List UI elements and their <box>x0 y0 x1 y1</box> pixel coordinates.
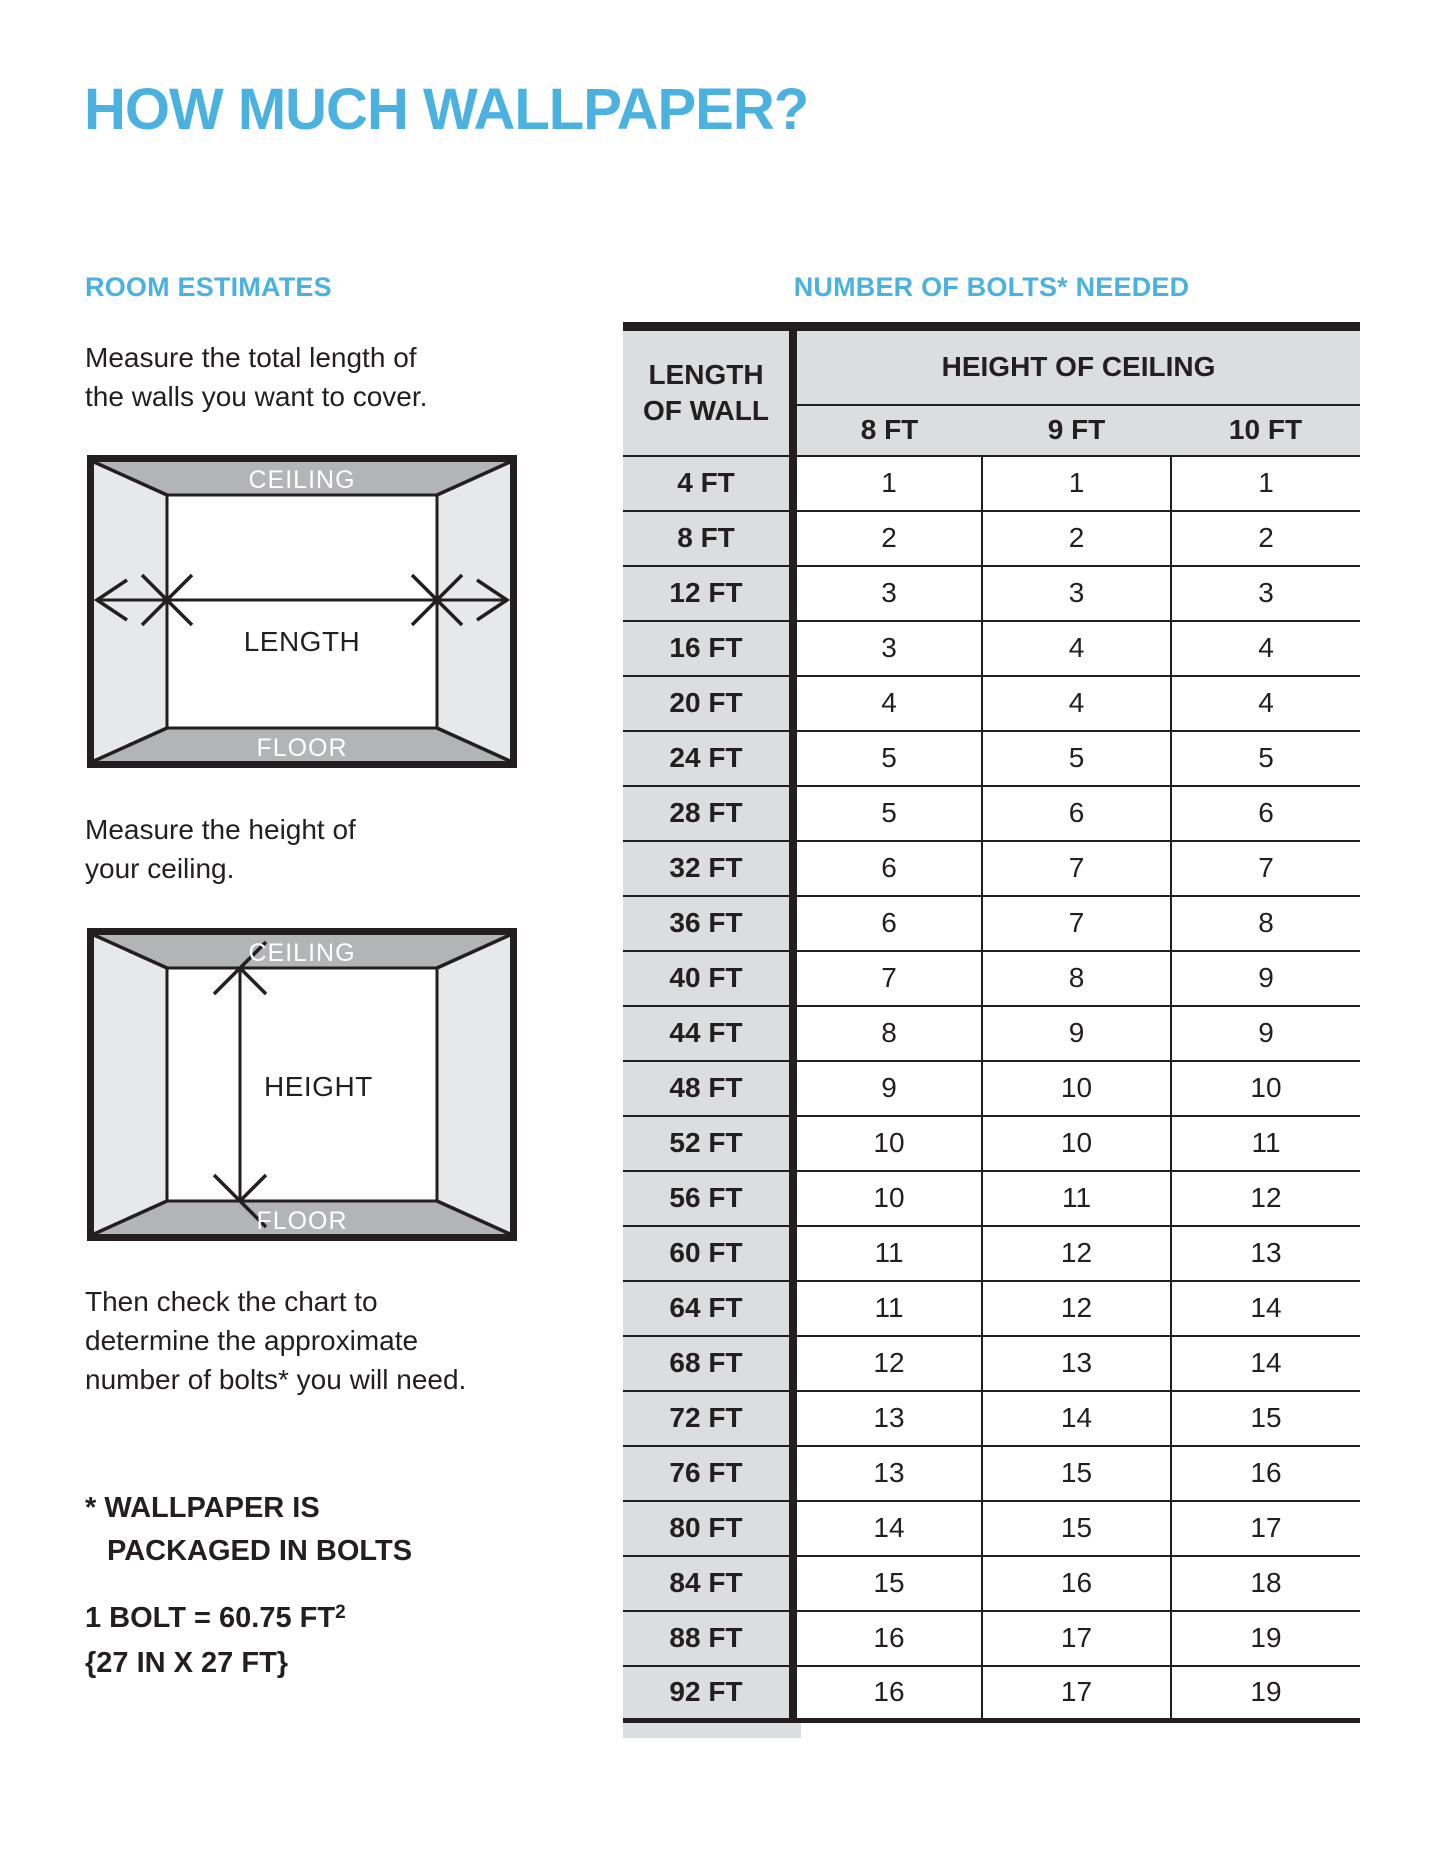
measure-length-text <box>85 338 427 416</box>
wall-length-cell: 36 FT <box>623 896 793 951</box>
bolt-count-cell: 19 <box>1171 1611 1360 1666</box>
bolt-count-cell: 13 <box>793 1446 982 1501</box>
wall-length-cell: 56 FT <box>623 1171 793 1226</box>
table-row <box>623 786 1360 841</box>
floor-label: FLOOR <box>256 1207 348 1235</box>
table-row <box>623 676 1360 731</box>
wall-length-cell: 40 FT <box>623 951 793 1006</box>
room-estimates-heading: ROOM ESTIMATES <box>85 272 332 302</box>
bolt-count-cell: 15 <box>982 1446 1171 1501</box>
bolt-count-cell: 2 <box>1171 511 1360 566</box>
bolt-count-cell: 12 <box>1171 1171 1360 1226</box>
table-row <box>623 841 1360 896</box>
bolt-count-cell: 17 <box>1171 1501 1360 1556</box>
table-row <box>623 951 1360 1006</box>
page-title: HOW MUCH WALLPAPER? <box>84 77 809 142</box>
bolt-count-cell: 6 <box>793 896 982 951</box>
text-line: Then check the chart to <box>85 1286 378 1317</box>
bolt-count-cell: 10 <box>793 1116 982 1171</box>
table-row <box>623 1116 1360 1171</box>
text-line: {27 IN X 27 FT} <box>85 1647 289 1679</box>
height-of-ceiling-header: HEIGHT OF CEILING <box>793 327 1360 405</box>
wall-length-cell: 12 FT <box>623 566 793 621</box>
bolt-count-cell: 5 <box>982 731 1171 786</box>
check-chart-text <box>85 1282 466 1399</box>
wall-length-cell: 24 FT <box>623 731 793 786</box>
wall-length-cell: 8 FT <box>623 511 793 566</box>
left-wall-surface <box>94 935 167 1234</box>
bolt-count-cell: 11 <box>1171 1116 1360 1171</box>
wall-length-cell: 80 FT <box>623 1501 793 1556</box>
bolt-count-cell: 10 <box>793 1171 982 1226</box>
bolt-count-cell: 17 <box>982 1611 1171 1666</box>
bolts-table-body <box>623 456 1360 1721</box>
bolt-count-cell: 12 <box>982 1226 1171 1281</box>
bolt-count-cell: 11 <box>982 1171 1171 1226</box>
bolt-count-cell: 2 <box>793 511 982 566</box>
wall-length-cell: 4 FT <box>623 456 793 511</box>
bolts-needed-heading: NUMBER OF BOLTS* NEEDED <box>793 272 1190 302</box>
bolt-count-cell: 3 <box>1171 566 1360 621</box>
bolt-count-cell: 10 <box>982 1116 1171 1171</box>
bolt-count-cell: 9 <box>793 1061 982 1116</box>
bolt-count-cell: 4 <box>793 676 982 731</box>
text-line: * WALLPAPER IS <box>85 1492 320 1524</box>
bolts-table-container <box>623 322 1360 1738</box>
text-line: PACKAGED IN BOLTS <box>107 1535 413 1567</box>
table-row <box>623 1171 1360 1226</box>
text-line: Measure the total length of <box>85 342 417 373</box>
bolt-count-cell: 3 <box>793 621 982 676</box>
bolt-count-cell: 6 <box>793 841 982 896</box>
wall-length-cell: 60 FT <box>623 1226 793 1281</box>
bolt-count-cell: 7 <box>982 841 1171 896</box>
bolts-table-header <box>623 327 1360 456</box>
bolt-count-cell: 13 <box>1171 1226 1360 1281</box>
table-row <box>623 1391 1360 1446</box>
squared-superscript: 2 <box>335 1602 346 1623</box>
bolt-count-cell: 3 <box>982 566 1171 621</box>
bolt-count-cell: 14 <box>1171 1336 1360 1391</box>
wall-length-cell: 48 FT <box>623 1061 793 1116</box>
bolt-count-cell: 4 <box>1171 676 1360 731</box>
table-row <box>623 1666 1360 1721</box>
table-row <box>623 1281 1360 1336</box>
wall-length-cell: 72 FT <box>623 1391 793 1446</box>
table-row <box>623 456 1360 511</box>
measure-height-text <box>85 810 356 888</box>
text-line: the walls you want to cover. <box>85 381 428 412</box>
text-line: your ceiling. <box>85 853 235 884</box>
bolt-count-cell: 16 <box>982 1556 1171 1611</box>
wall-length-cell: 68 FT <box>623 1336 793 1391</box>
table-row <box>623 511 1360 566</box>
wall-length-cell: 32 FT <box>623 841 793 896</box>
height-dimension-label: HEIGHT <box>264 1071 373 1102</box>
ceiling-label: CEILING <box>248 939 356 967</box>
bolt-count-cell: 3 <box>793 566 982 621</box>
col-header-10ft: 10 FT <box>1171 405 1360 456</box>
bolt-count-cell: 11 <box>793 1226 982 1281</box>
bolt-count-cell: 16 <box>793 1611 982 1666</box>
table-row <box>623 1336 1360 1391</box>
bolt-count-cell: 12 <box>793 1336 982 1391</box>
wall-length-cell: 64 FT <box>623 1281 793 1336</box>
bolt-count-cell: 17 <box>982 1666 1171 1721</box>
bolt-count-cell: 16 <box>793 1666 982 1721</box>
room-perspective-length-illustration <box>87 455 517 768</box>
back-wall <box>167 495 437 728</box>
bolts-table <box>623 322 1360 1723</box>
floor-label: FLOOR <box>256 734 348 762</box>
bolt-count-cell: 2 <box>982 511 1171 566</box>
table-row <box>623 621 1360 676</box>
text-line: determine the approximate <box>85 1325 419 1356</box>
bolt-count-cell: 1 <box>793 456 982 511</box>
bolt-count-cell: 18 <box>1171 1556 1360 1611</box>
bolt-count-cell: 7 <box>982 896 1171 951</box>
right-wall-surface <box>437 935 510 1234</box>
wall-length-cell: 44 FT <box>623 1006 793 1061</box>
bolt-count-cell: 7 <box>793 951 982 1006</box>
table-row <box>623 1501 1360 1556</box>
text-line: number of bolts* you will need. <box>85 1364 467 1395</box>
text-line <box>85 1590 346 1641</box>
wallpaper-bolts-footnote <box>85 1487 412 1573</box>
bolt-count-cell: 4 <box>982 676 1171 731</box>
table-row <box>623 1226 1360 1281</box>
table-left-column-stub <box>623 1723 801 1738</box>
bolt-count-cell: 14 <box>982 1391 1171 1446</box>
bolt-count-cell: 12 <box>982 1281 1171 1336</box>
bolt-count-cell: 5 <box>793 786 982 841</box>
room-diagram-length <box>87 455 517 768</box>
bolt-count-cell: 14 <box>1171 1281 1360 1336</box>
table-row <box>623 1611 1360 1666</box>
col-header-8ft: 8 FT <box>793 405 982 456</box>
header-line: LENGTH <box>648 358 764 390</box>
bolt-count-cell: 15 <box>982 1501 1171 1556</box>
wall-length-cell: 20 FT <box>623 676 793 731</box>
wall-length-cell: 52 FT <box>623 1116 793 1171</box>
text-line: Measure the height of <box>85 814 356 845</box>
table-row <box>623 566 1360 621</box>
table-row <box>623 1061 1360 1116</box>
wall-length-cell: 28 FT <box>623 786 793 841</box>
bolt-count-cell: 7 <box>1171 841 1360 896</box>
header-row-group <box>623 327 1360 405</box>
bolt-count-cell: 5 <box>1171 731 1360 786</box>
bolt-count-cell: 6 <box>982 786 1171 841</box>
bolt-count-cell: 13 <box>793 1391 982 1446</box>
bolt-count-cell: 4 <box>982 621 1171 676</box>
bolt-count-cell: 19 <box>1171 1666 1360 1721</box>
bolt-count-cell: 13 <box>982 1336 1171 1391</box>
bolt-count-cell: 16 <box>1171 1446 1360 1501</box>
col-header-9ft: 9 FT <box>982 405 1171 456</box>
bolt-count-cell: 8 <box>793 1006 982 1061</box>
room-perspective-height-illustration <box>87 928 517 1241</box>
bolt-count-cell: 9 <box>1171 951 1360 1006</box>
bolt-count-cell: 5 <box>793 731 982 786</box>
table-row <box>623 1446 1360 1501</box>
length-dimension-label: LENGTH <box>243 626 361 657</box>
bolt-count-cell: 11 <box>793 1281 982 1336</box>
bolt-count-cell: 9 <box>1171 1006 1360 1061</box>
table-row <box>623 896 1360 951</box>
bolt-count-cell: 14 <box>793 1501 982 1556</box>
bolt-count-cell: 9 <box>982 1006 1171 1061</box>
room-diagram-height <box>87 928 517 1241</box>
bolt-count-cell: 10 <box>1171 1061 1360 1116</box>
wall-length-cell: 92 FT <box>623 1666 793 1721</box>
bolt-count-cell: 4 <box>1171 621 1360 676</box>
bolt-size-note <box>85 1590 346 1686</box>
table-row <box>623 1006 1360 1061</box>
bolt-count-cell: 15 <box>1171 1391 1360 1446</box>
length-of-wall-header <box>623 327 793 456</box>
table-row <box>623 1556 1360 1611</box>
bolt-count-cell: 6 <box>1171 786 1360 841</box>
header-line: OF WALL <box>643 394 769 426</box>
table-row <box>623 731 1360 786</box>
ceiling-label: CEILING <box>248 466 356 494</box>
wall-length-cell: 76 FT <box>623 1446 793 1501</box>
wall-length-cell: 84 FT <box>623 1556 793 1611</box>
bolt-count-cell: 15 <box>793 1556 982 1611</box>
bolt-count-cell: 10 <box>982 1061 1171 1116</box>
bolt-count-cell: 1 <box>982 456 1171 511</box>
wall-length-cell: 88 FT <box>623 1611 793 1666</box>
bolt-count-cell: 8 <box>982 951 1171 1006</box>
bolt-size-text: 1 BOLT = 60.75 FT <box>85 1602 336 1634</box>
wall-length-cell: 16 FT <box>623 621 793 676</box>
bolt-count-cell: 1 <box>1171 456 1360 511</box>
bolt-count-cell: 8 <box>1171 896 1360 951</box>
